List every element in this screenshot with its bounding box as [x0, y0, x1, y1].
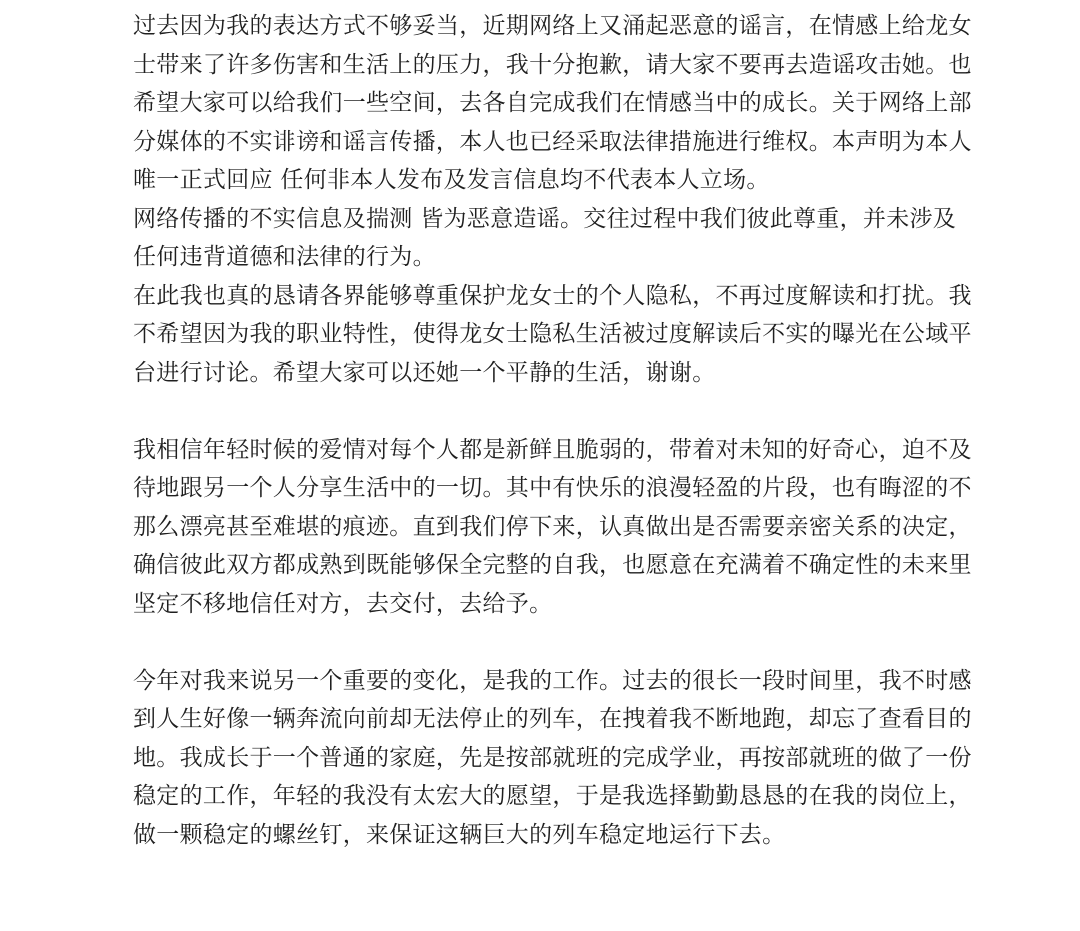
text-line: 唯一正式回应 任何非本人发布及发言信息均不代表本人立场。: [133, 167, 770, 193]
text-line: 不希望因为我的职业特性，使得龙女士隐私生活被过度解读后不实的曝光在公域平: [133, 321, 972, 347]
statement-paragraph: [133, 7, 1063, 392]
text-line: 希望大家可以给我们一些空间，去各自完成我们在情感当中的成长。关于网络上部: [133, 90, 972, 116]
text-line: 坚定不移地信任对方，去交付，去给予。: [133, 590, 553, 617]
text-line: 网络传播的不实信息及揣测 皆为恶意造谣。交往过程中我们彼此尊重，并未涉及: [133, 205, 957, 232]
text-line: 过去因为我的表达方式不够妥当，近期网络上又涌起恶意的谣言，在情感上给龙女: [133, 13, 972, 39]
text-line: 我相信年轻时候的爱情对每个人都是新鲜且脆弱的，带着对未知的好奇心，迫不及: [133, 436, 972, 463]
text-line: 到人生好像一辆奔流向前却无法停止的列车，在拽着我不断地跑，却忘了查看目的: [133, 706, 972, 732]
work-paragraph: [133, 662, 1063, 855]
text-line: 台进行讨论。希望大家可以还她一个平静的生活，谢谢。: [133, 359, 716, 386]
text-line: 任何违背道德和法律的行为。: [133, 244, 436, 270]
text-line: 分媒体的不实诽谤和谣言传播，本人也已经采取法律措施进行维权。本声明为本人: [133, 128, 972, 155]
text-line: 今年对我来说另一个重要的变化，是我的工作。过去的很长一段时间里，我不时感: [133, 667, 972, 694]
text-line: 做一颗稳定的螺丝钉，来保证这辆巨大的列车稳定地运行下去。: [133, 821, 786, 848]
text-line: 地。我成长于一个普通的家庭，先是按部就班的完成学业，再按部就班的做了一份: [133, 744, 972, 771]
text-line: 在此我也真的恳请各界能够尊重保护龙女士的个人隐私，不再过度解读和打扰。我: [133, 282, 972, 309]
text-line: 那么漂亮甚至难堪的痕迹。直到我们停下来，认真做出是否需要亲密关系的决定，: [133, 513, 972, 540]
paragraph-gap: [133, 392, 1063, 431]
text-line: 士带来了许多伤害和生活上的压力，我十分抱歉，请大家不要再去造谣攻击她。也: [133, 51, 972, 78]
text-line: 确信彼此双方都成熟到既能够保全完整的自我，也愿意在充满着不确定性的未来里: [133, 552, 972, 578]
article-body: [133, 0, 1063, 854]
text-line: 稳定的工作，年轻的我没有太宏大的愿望，于是我选择勤勤恳恳的在我的岗位上，: [133, 783, 972, 809]
paragraph-gap: [133, 623, 1063, 662]
text-line: 待地跟另一个人分享生活中的一切。其中有快乐的浪漫轻盈的片段，也有晦涩的不: [133, 475, 972, 501]
love-paragraph: [133, 431, 1063, 624]
